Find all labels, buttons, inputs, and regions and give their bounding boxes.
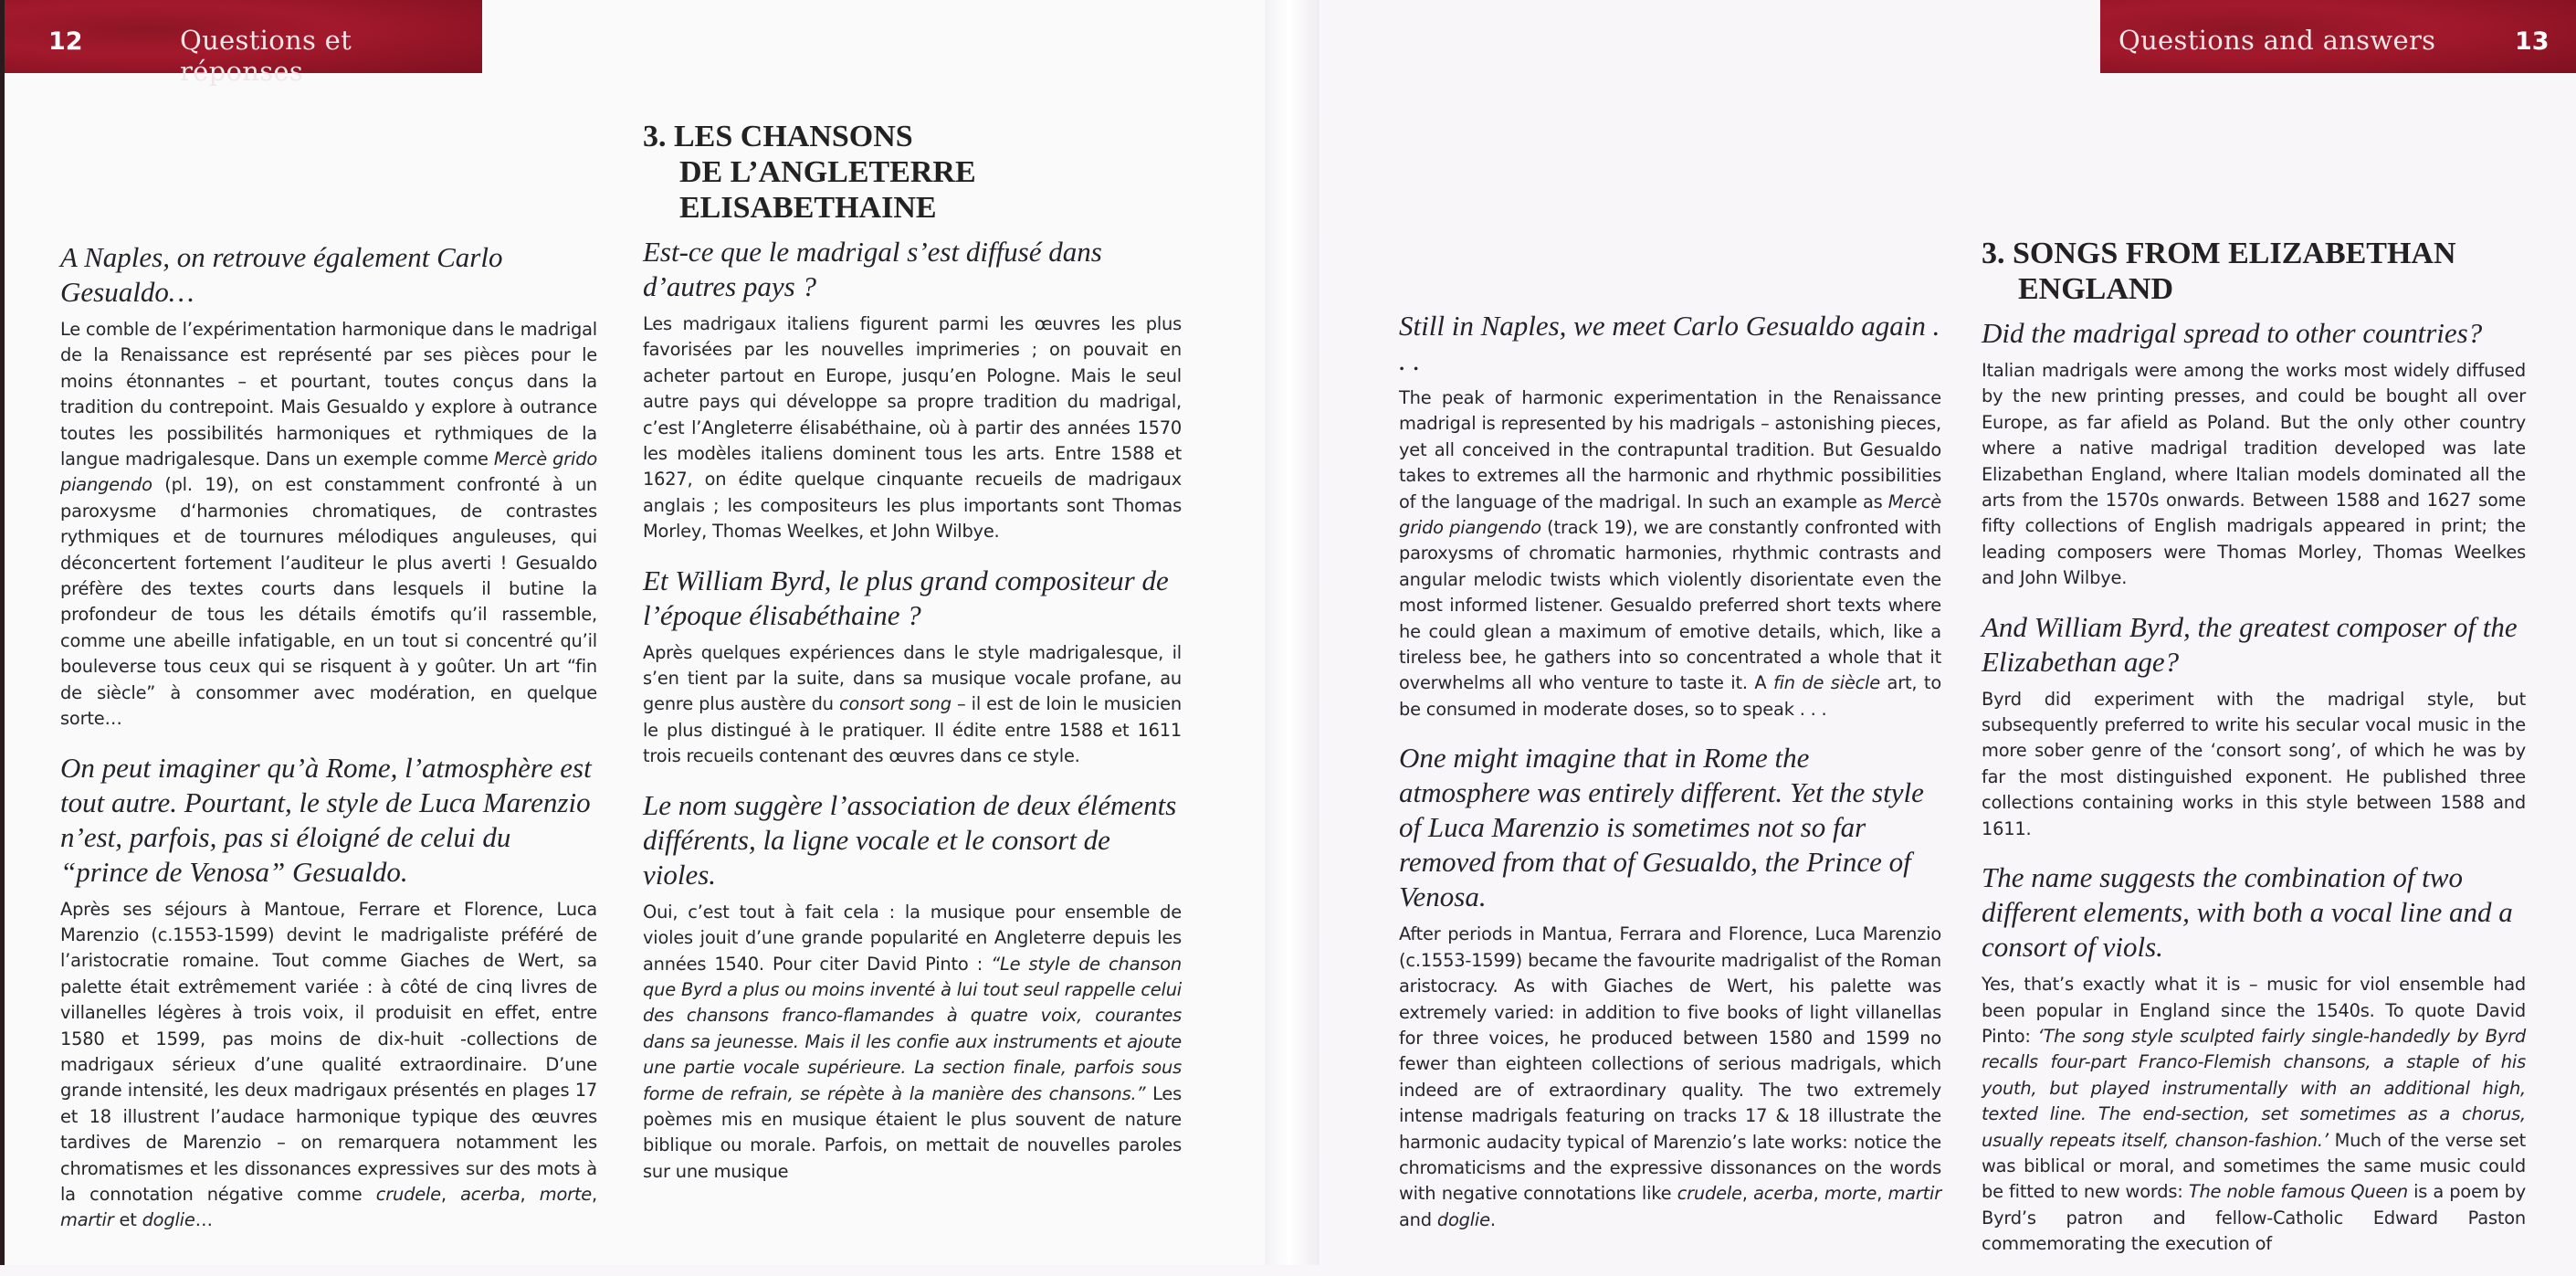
running-title: Questions et réponses bbox=[180, 25, 352, 87]
right-column-2 bbox=[1982, 236, 2526, 1276]
text: Le comble de l’expérimentation harmonique dans le madrigal de la Renaissance est représenté par ses pièces pour le moins étonnantes – et pourtant, toutes conçus dans la tradition du contrepoint. Mais Gesualdo y explore à outrance toutes les possibilités harmoniques et rythmiques de la langue madrigalesque. Dans un exemple comme bbox=[60, 319, 597, 470]
paragraph bbox=[643, 900, 1182, 1185]
italic-word: acerba bbox=[460, 1183, 520, 1205]
quotation: ‘The song style sculpted fairly single-handedly by Byrd recalls four-part Franco-Flemish chansons, a staple of his youth, but played instrumentally with an additional high, texted line. The end-section, set sometimes as a chorus, usually repeats itself, chanson-fashion.’ bbox=[1982, 1025, 2526, 1151]
text: Après quelques expériences dans le style madrigalesque, il s’en tient par la suite, dans sa musique vocale profane, au genre plus austère du bbox=[643, 641, 1182, 715]
italic-term: fin de siècle bbox=[1772, 672, 1881, 694]
section-index: 3. bbox=[643, 120, 667, 153]
text: … bbox=[195, 1209, 213, 1231]
question-heading: On peut imaginer qu’à Rome, l’atmosphère est tout autre. Pourtant, le style de Luca Marenzio n’est, parfois, pas si éloigné de celui du “prince de Venosa” Gesualdo. bbox=[60, 751, 592, 888]
paragraph: Byrd did experiment with the madrigal style, but subsequently preferred to write his secular vocal music in the more sober genre of the ‘consort song’, of which he was by far the most distinguished exponent. He published three collections containing works in this style between 1588 and 1611. bbox=[1982, 688, 2526, 839]
paragraph bbox=[643, 640, 1182, 770]
text: art, to be consumed in moderate doses, so to speak . . . bbox=[1399, 672, 1941, 720]
italic-word: morte bbox=[1824, 1183, 1877, 1205]
running-title: Questions and answers bbox=[2119, 25, 2436, 56]
question-heading: Et William Byrd, le plus grand compositeur de l’époque élisabéthaine ? bbox=[643, 564, 1169, 631]
italic-title: Mercè grido piangendo bbox=[1399, 490, 1941, 539]
italic-word: crudele bbox=[375, 1183, 441, 1205]
question-heading: Le nom suggère l’association de deux éléments différents, la ligne vocale et le consort de violes. bbox=[643, 788, 1177, 891]
text: Après ses séjours à Mantoue, Ferrare et Florence, Luca Marenzio (c.1553-1599) devint le madrigaliste préféré de l’aristocratie romaine. Tout comme Giaches de Wert, sa palette était extrêmement variée : à côté de cinq livres de villanelles légères à trois voix, il produisit en effet, entre 1580 et 1599, pas moins de dix-huit -collections de madrigaux sérieux d’une qualité extraordinaire. D’une grande intensité, les deux madrigaux présentés en plages 17 et 18 illustrent l’audace harmonique typique des œuvres tardives de Marenzio – on remarquera notamment les chromatismes et les dissonances expressives sur des mots à la connotation négative comme bbox=[60, 898, 597, 1205]
text: The peak of harmonic experimentation in the Renaissance madrigal is represented by his madrigals – astonishing pieces, yet all conceived in the contrapuntal tradition. But Gesualdo takes to extremes all the harmonic and rhythmic possibilities of the language of the madrigal. In such an example as bbox=[1399, 387, 1941, 512]
text: , bbox=[1741, 1183, 1754, 1205]
paragraph: Les madrigaux italiens figurent parmi les œuvres les plus favorisées par les nouvelles imprimeries ; on pouvait en acheter partout en Europe, jusqu’en Pologne. Mais le seul autre pays qui développe sa propre tradition du madrigal, c’est l’Angleterre élisabéthaine, où à partir des années 1570 les modèles italiens dominent tous les arts. Entre 1588 et 1627, on édite quelque cinquante recueils de madrigaux anglais ; les compositeurs les plus importants sont Thomas Morley, Thomas Weelkes, et John Wilbye. bbox=[643, 313, 1182, 543]
text: et bbox=[113, 1209, 142, 1231]
text: , bbox=[1877, 1183, 1888, 1205]
section-title bbox=[643, 119, 1182, 226]
question-heading: Did the madrigal spread to other countries? bbox=[1982, 317, 2483, 349]
text: Much of the verse set was biblical or moral, and sometimes the same music could be fitted to new words: bbox=[1982, 1129, 2526, 1203]
text: , bbox=[440, 1183, 461, 1205]
italic-word: crudele bbox=[1677, 1183, 1742, 1205]
header-band-left bbox=[5, 0, 482, 87]
italic-term: consort song bbox=[838, 693, 952, 715]
paragraph bbox=[1982, 972, 2526, 1257]
italic-title: Mercè grido piangendo bbox=[60, 448, 597, 496]
page-number: 12 bbox=[48, 27, 83, 56]
italic-word: morte bbox=[539, 1183, 593, 1205]
paragraph bbox=[1399, 385, 1941, 722]
text: After periods in Mantua, Ferrara and Florence, Luca Marenzio (c.1553-1599) became the favourite madrigalist of the Roman aristocracy. As with Giaches de Wert, his palette was extremely varied: in addition to five books of light villanellas for three voices, he produced between 1580 and 1599 no fewer than eighteen collections of serious madrigals, which indeed are of extraordinary quality. The two extremely intense madrigals featuring on tracks 17 & 18 illustrate the harmonic audacity typical of Marenzio’s late works: notice the chromaticisms and the expressive dissonances on the words with negative connotations like bbox=[1399, 923, 1941, 1205]
right-column-1 bbox=[1399, 309, 1941, 1251]
italic-word: doglie bbox=[142, 1209, 195, 1231]
text: is a poem by Byrd’s patron and fellow-Catholic Edward Paston commemorating the execution of bbox=[1982, 1181, 2526, 1255]
text: . bbox=[1489, 1208, 1496, 1230]
question-heading: One might imagine that in Rome the atmosphere was entirely different. Yet the style of Luca Marenzio is sometimes not so far removed from that of Gesualdo, the Prince of Venosa. bbox=[1399, 742, 1924, 913]
text: (track 19), we are constantly confronted with paroxysms of chromatic harmonies, rhythmic contrasts and angular melodic twists which violently disorientate even the most informed listener. Gesualdo preferred short texts where he could glean a maximum of emotive details, which, like a tireless bee, he gathers into so concentrated a whole that it overwhelms all who venture to taste it. A bbox=[1399, 517, 1941, 694]
text: , bbox=[592, 1183, 597, 1205]
section-title-line: ELISABETHAINE bbox=[679, 191, 937, 225]
paragraph bbox=[60, 317, 597, 733]
text: and bbox=[1399, 1208, 1437, 1230]
text: Les poèmes mis en musique étaient le plus souvent de nature biblique ou morale. Parfois, on mettait de nouvelles paroles sur une musique bbox=[643, 1082, 1182, 1182]
paragraph bbox=[60, 897, 597, 1234]
paragraph bbox=[1399, 922, 1941, 1233]
left-column-2 bbox=[643, 119, 1182, 1203]
header-band-right bbox=[2100, 0, 2576, 73]
section-title-line: SONGS FROM ELIZABETHAN bbox=[2013, 237, 2456, 270]
section-title-line: LES CHANSONS bbox=[674, 120, 913, 153]
question-heading: And William Byrd, the greatest composer of the Elizabethan age? bbox=[1982, 610, 2518, 678]
question-heading: Still in Naples, we meet Carlo Gesualdo again . . . bbox=[1399, 310, 1940, 376]
italic-word: martir bbox=[60, 1209, 114, 1231]
text: Oui, c’est tout à fait cela : la musique pour ensemble de violes jouit d’une grande popularité en Angleterre depuis les années 1540. Pour citer David Pinto : bbox=[643, 901, 1182, 975]
text: – il est de loin le musicien le plus distingué à le pratiquer. Il édite entre 1588 et 1611 trois recueils contenant des œuvres dans ce style. bbox=[643, 693, 1182, 767]
section-index: 3. bbox=[1982, 237, 2005, 270]
section-title-line: DE L’ANGLETERRE bbox=[679, 155, 976, 189]
text: (pl. 19), on est constamment confronté à un paroxysme d‘harmonies chromatiques, de contrastes rythmiques et de tournures mélodiques anguleuses, qui déconcertent fortement l’auditeur le plus averti ! Gesualdo préfère des textes courts dans lesquels il butine la profondeur de tous les détails émotifs qu’il rassemble, comme une abeille infatigable, en un tout si concentré qu’il bouleverse tous ceux qui se risquent à y goûter. Un art “fin de siècle” à consommer avec modération, en quelque sorte… bbox=[60, 474, 597, 730]
quotation: “Le style de chanson que Byrd a plus ou moins inventé à lui tout seul rappelle celui des chansons franco-flamandes à quatre voix, courantes dans sa jeunesse. Mais il les confie aux instruments et ajoute une partie vocale supérieure. La section finale, parfois sous forme de refrain, se répète à la manière des chansons.” bbox=[643, 953, 1182, 1104]
italic-word: acerba bbox=[1753, 1183, 1814, 1205]
text: Yes, that’s exactly what it is – music for viol ensemble had been popular in England since the 1540s. To quote David Pinto: bbox=[1982, 974, 2526, 1047]
left-column-1 bbox=[60, 240, 597, 1252]
text: , bbox=[1813, 1183, 1824, 1205]
question-heading: Est-ce que le madrigal s’est diffusé dans d’autres pays ? bbox=[643, 236, 1102, 302]
italic-word: doglie bbox=[1436, 1208, 1490, 1230]
italic-title: The noble famous Queen bbox=[2188, 1181, 2408, 1203]
italic-word: martir bbox=[1887, 1183, 1941, 1205]
page-number: 13 bbox=[2515, 27, 2550, 56]
section-title-line: ENGLAND bbox=[2018, 272, 2174, 306]
text: , bbox=[520, 1183, 540, 1205]
question-heading: A Naples, on retrouve également Carlo Gesualdo… bbox=[60, 241, 503, 308]
paragraph: Italian madrigals were among the works most widely diffused by the new printing presses, and could be bought all over Europe, as far afield as Poland. But the only other country where a native madrigal tradition developed was late Elizabethan England, where Italian models dominated all the arts from the 1570s onwards. Between 1588 and 1627 some fifty collections of English madrigals appeared in print; the leading composers were Thomas Morley, Thomas Weelkes and John Wilbye. bbox=[1982, 360, 2526, 589]
section-title bbox=[1982, 236, 2526, 307]
question-heading: The name suggests the combination of two different elements, with both a vocal line and a consort of viols. bbox=[1982, 861, 2513, 964]
